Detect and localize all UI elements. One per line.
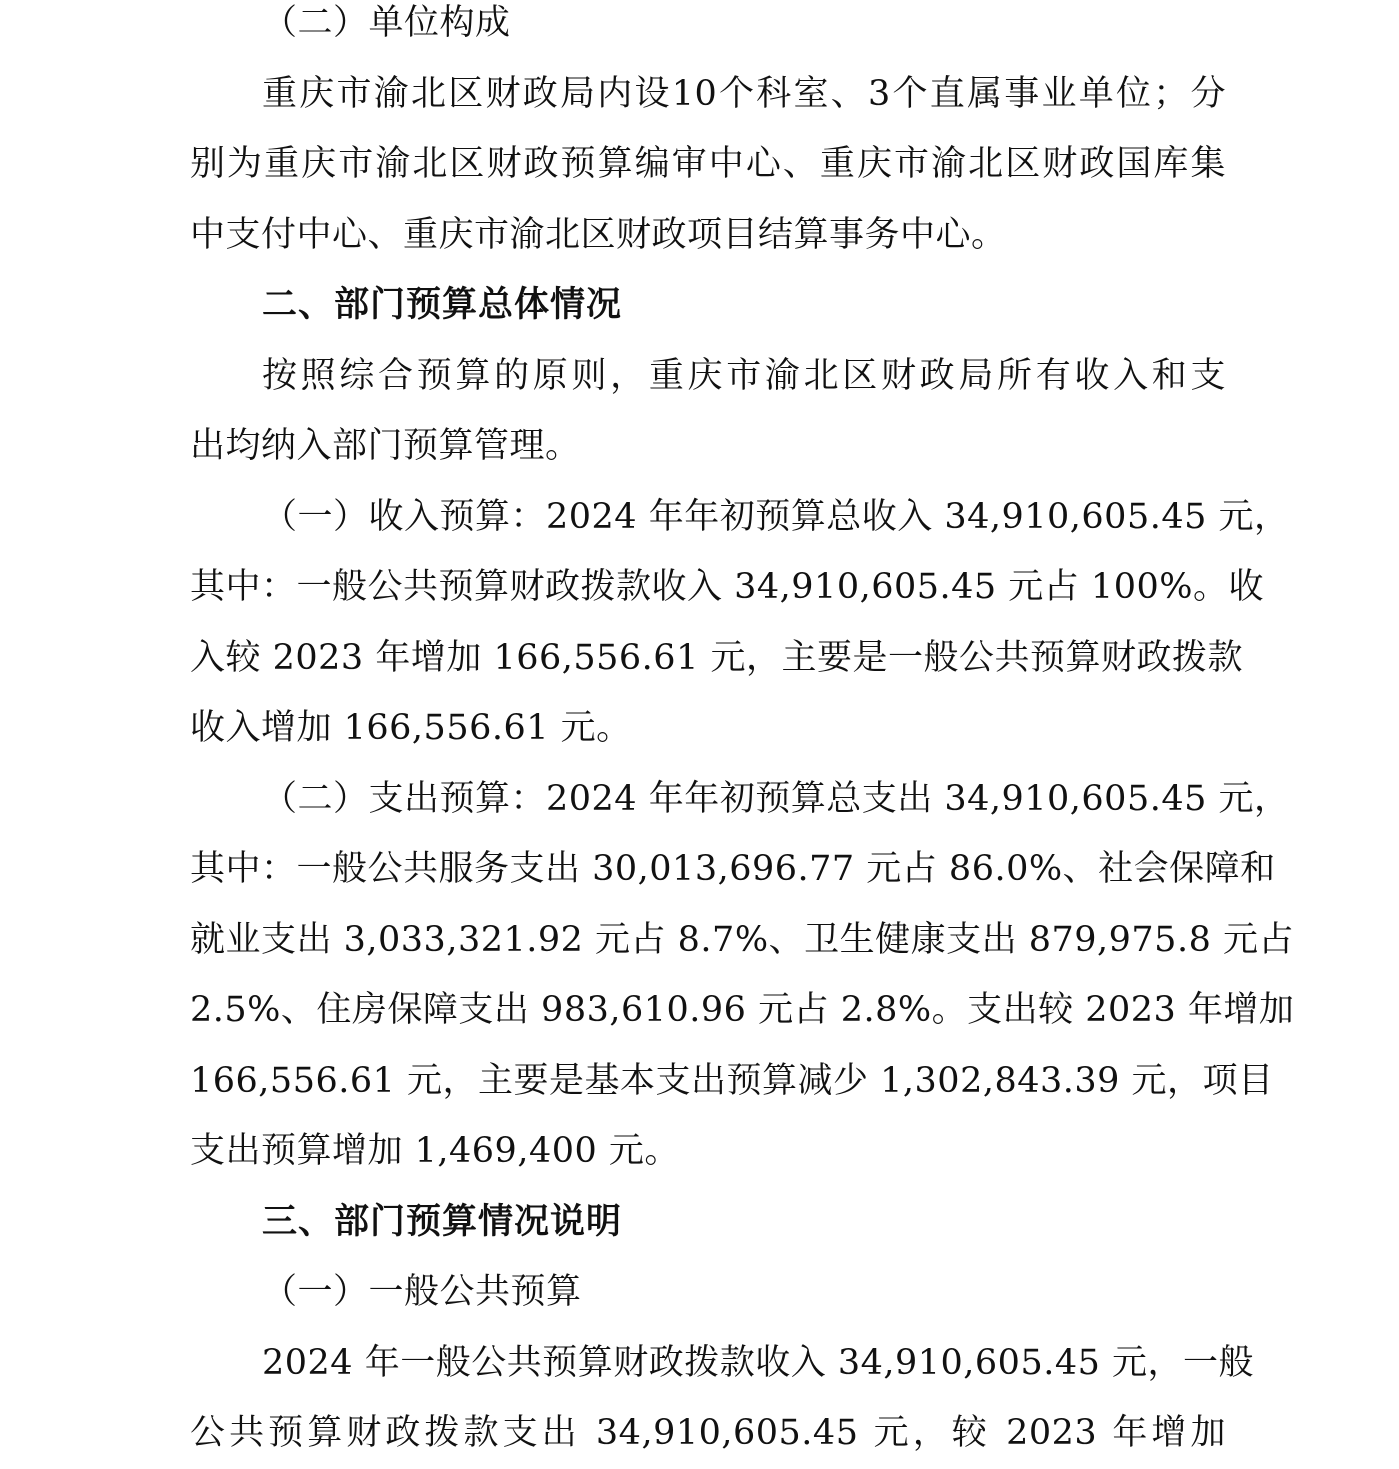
section-heading-overall: 二、部门预算总体情况 bbox=[262, 285, 623, 325]
expense-budget-line: 166,556.61 元，主要是基本支出预算减少 1,302,843.39 元，项目 bbox=[190, 1060, 1274, 1101]
expense-budget-line: （二）支出预算：2024 年年初预算总支出 34,910,605.45 元， bbox=[262, 778, 1290, 819]
overall-intro-line: 按照综合预算的原则，重庆市渝北区财政局所有收入和支 bbox=[262, 355, 1226, 396]
unit-paragraph-line: 中支付中心、重庆市渝北区财政项目结算事务中心。 bbox=[190, 214, 1007, 255]
general-budget-line: 2024 年一般公共预算财政拨款收入 34,910,605.45 元，一般 bbox=[262, 1342, 1255, 1383]
overall-intro-line: 出均纳入部门预算管理。 bbox=[190, 426, 581, 466]
general-budget-line: 公共预算财政拨款支出 34,910,605.45 元，较 2023 年增加 bbox=[190, 1413, 1226, 1453]
income-budget-line: 入较 2023 年增加 166,556.61 元，主要是一般公共预算财政拨款 bbox=[190, 637, 1243, 678]
unit-composition-heading: （二）单位构成 bbox=[262, 3, 511, 43]
expense-budget-line: 就业支出 3,033,321.92 元占 8.7%、卫生健康支出 879,975.8 元占 bbox=[190, 919, 1294, 960]
general-budget-subheading: （一）一般公共预算 bbox=[262, 1272, 582, 1312]
expense-budget-line: 支出预算增加 1,469,400 元。 bbox=[190, 1131, 680, 1171]
unit-paragraph-line: 重庆市渝北区财政局内设10个科室、3个直属事业单位；分 bbox=[262, 73, 1226, 114]
document-page bbox=[190, 0, 1295, 1469]
income-budget-line: （一）收入预算：2024 年年初预算总收入 34,910,605.45 元， bbox=[262, 496, 1290, 537]
income-budget-line: 其中：一般公共预算财政拨款收入 34,910,605.45 元占 100%。收 bbox=[190, 567, 1264, 607]
expense-budget-line: 其中：一般公共服务支出 30,013,696.77 元占 86.0%、社会保障和 bbox=[190, 849, 1276, 889]
unit-paragraph-line: 别为重庆市渝北区财政预算编审中心、重庆市渝北区财政国库集 bbox=[190, 144, 1226, 184]
income-budget-line: 收入增加 166,556.61 元。 bbox=[190, 708, 632, 748]
expense-budget-line: 2.5%、住房保障支出 983,610.96 元占 2.8%。支出较 2023 年增加 bbox=[190, 990, 1295, 1030]
section-heading-explanation: 三、部门预算情况说明 bbox=[262, 1201, 623, 1242]
